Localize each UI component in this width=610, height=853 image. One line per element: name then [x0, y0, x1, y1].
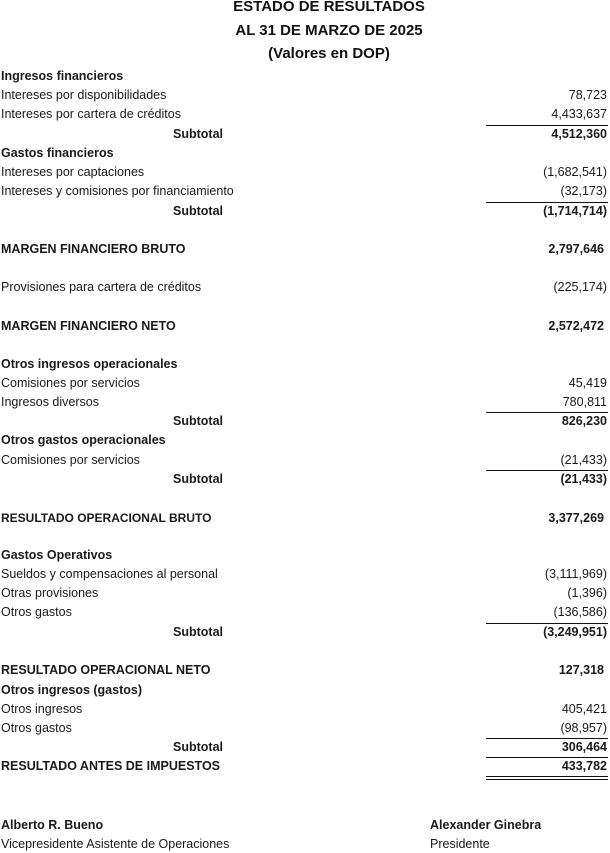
row-value: (1,714,714): [543, 204, 607, 218]
row-value: 2,572,472: [548, 319, 604, 333]
row-label: Otros gastos: [1, 605, 72, 619]
row-label: Otras provisiones: [1, 586, 99, 600]
row-label: Ingresos financieros: [1, 69, 124, 83]
total-row-margen-financiero-neto: [0, 319, 610, 338]
row-label: Gastos Operativos: [1, 548, 113, 562]
row-label: Subtotal: [173, 127, 223, 141]
row-value: (21,433): [560, 453, 607, 467]
row-label: MARGEN FINANCIERO BRUTO: [1, 242, 186, 256]
total-row-margen-financiero-bruto: [0, 242, 610, 261]
statement-row: [0, 567, 610, 586]
row-value: (3,111,969): [544, 567, 607, 581]
subtotal-rule: [486, 623, 608, 624]
row-value: (3,249,951): [543, 625, 607, 639]
section-header-gastos-operativos: [0, 548, 610, 567]
subtotal-row: [0, 625, 610, 644]
row-value: (21,433): [560, 472, 607, 486]
statement-row: [0, 280, 610, 299]
row-label: Intereses por captaciones: [1, 165, 145, 179]
section-header-otros-ingresos-operacionales: [0, 357, 610, 376]
row-label: Sueldos y compensaciones al personal: [1, 567, 218, 581]
row-value: (225,174): [553, 280, 607, 294]
statement-row: [0, 88, 610, 107]
row-value: (136,586): [553, 605, 607, 619]
row-label: Intereses por cartera de créditos: [1, 107, 181, 121]
row-label: Subtotal: [173, 740, 223, 754]
section-header-gastos-financieros: [0, 146, 610, 165]
statement-row: [0, 605, 610, 624]
row-label: MARGEN FINANCIERO NETO: [1, 319, 176, 333]
row-label: RESULTADO ANTES DE IMPUESTOS: [1, 759, 221, 773]
row-value: 3,377,269: [548, 511, 604, 525]
subtotal-rule: [486, 412, 608, 413]
subtotal-rule: [486, 738, 608, 739]
subtotal-row: [0, 127, 610, 146]
subtotal-rule: [486, 202, 608, 203]
subtotal-rule: [486, 470, 608, 471]
row-value: 826,230: [561, 414, 607, 428]
signatory-left-title: Vicepresidente Asistente de Operaciones: [1, 837, 230, 851]
row-label: Otros gastos operacionales: [1, 433, 166, 447]
signatory-right-name: Alexander Ginebra: [430, 818, 542, 832]
row-label: Otros ingresos operacionales: [1, 357, 178, 371]
row-value: (98,957): [560, 721, 607, 735]
row-value: 780,811: [562, 395, 607, 409]
row-label: Comisiones por servicios: [1, 453, 140, 467]
total-row-resultado-operacional-bruto: [0, 511, 610, 530]
statement-row: [0, 165, 610, 184]
row-label: Otros gastos: [1, 721, 72, 735]
row-value: 433,782: [561, 759, 607, 773]
row-label: Intereses por disponibilidades: [1, 88, 167, 102]
signatory-left-name: Alberto R. Bueno: [1, 818, 104, 832]
subtotal-row: [0, 472, 610, 491]
row-label: RESULTADO OPERACIONAL BRUTO: [1, 511, 212, 525]
row-label: Intereses y comisiones por financiamiento: [1, 184, 234, 198]
statement-row: [0, 702, 610, 721]
row-value: (32,173): [560, 184, 607, 198]
total-row-resultado-operacional-neto: [0, 663, 610, 682]
row-label: Subtotal: [173, 204, 223, 218]
total-rule: [486, 757, 608, 758]
row-label: Otros ingresos: [1, 702, 83, 716]
row-label: Gastos financieros: [1, 146, 114, 160]
row-value: 405,421: [561, 702, 607, 716]
row-value: 4,433,637: [551, 107, 607, 121]
row-label: Otros ingresos (gastos): [1, 683, 142, 697]
row-label: Comisiones por servicios: [1, 376, 140, 390]
row-value: 306,464: [561, 740, 607, 754]
grand-total-double-rule: [486, 776, 608, 780]
row-value: (1,396): [567, 586, 607, 600]
row-value: 45,419: [568, 376, 607, 390]
row-value: (1,682,541): [543, 165, 607, 179]
row-value: 2,797,646: [548, 242, 604, 256]
statement-row: [0, 586, 610, 605]
section-header-otros-gastos-operacionales: [0, 433, 610, 452]
statement-row: [0, 376, 610, 395]
row-value: 127,318: [558, 663, 604, 677]
report-date: AL 31 DE MARZO DE 2025: [235, 22, 423, 39]
subtotal-row: [0, 414, 610, 433]
row-value: 4,512,360: [551, 127, 607, 141]
row-label: RESULTADO OPERACIONAL NETO: [1, 663, 211, 677]
row-label: Provisiones para cartera de créditos: [1, 280, 202, 294]
section-header-otros-ingresos-gastos: [0, 683, 610, 702]
row-label: Subtotal: [173, 414, 223, 428]
report-title: ESTADO DE RESULTADOS: [233, 0, 425, 15]
signatory-right-title: Presidente: [430, 837, 490, 851]
report-currency: (Valores en DOP): [268, 45, 390, 62]
subtotal-rule: [486, 125, 608, 126]
statement-row: [0, 184, 610, 203]
row-value: 78,723: [568, 88, 607, 102]
row-label: Ingresos diversos: [1, 395, 99, 409]
subtotal-row: [0, 204, 610, 223]
statement-row: [0, 107, 610, 126]
section-header-ingresos-financieros: [0, 69, 610, 88]
row-label: Subtotal: [173, 625, 223, 639]
row-label: Subtotal: [173, 472, 223, 486]
